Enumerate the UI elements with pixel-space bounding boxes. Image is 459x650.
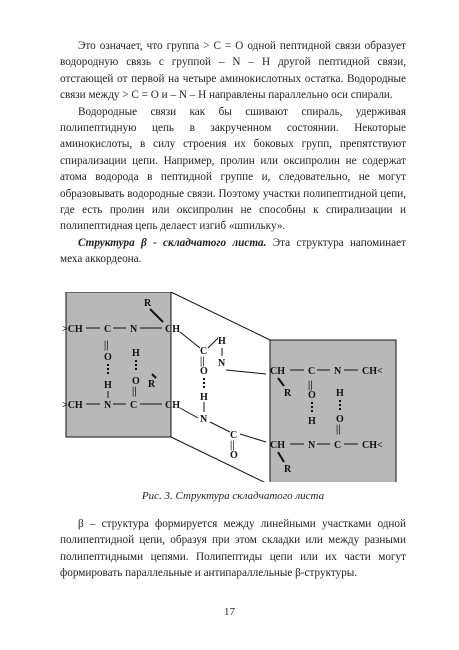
fig-o-5: O (308, 390, 316, 401)
fig-ch-1: CH (165, 324, 180, 335)
fig-h-6: H (336, 388, 344, 399)
fig-c-1: C (104, 324, 112, 335)
fig-dbl-4: || (230, 440, 235, 451)
fig-ch-left-bottom: >CH (62, 400, 83, 411)
fig-n-3: N (200, 414, 208, 425)
fig-o-6: O (336, 414, 344, 425)
fig-h-2: H (132, 348, 140, 359)
fig-ch-4: CH (270, 440, 285, 451)
fig-n-5: N (334, 366, 342, 377)
body-text-bottom (60, 516, 406, 582)
right-plane (270, 340, 396, 482)
fig-o-4: O (230, 450, 238, 461)
section-heading: Структура β - складчатого листа. (78, 236, 267, 249)
fig-c-6: C (334, 440, 342, 451)
fig-o-3: O (200, 366, 208, 377)
fig-dbl-5: || (308, 380, 313, 391)
fig-ch-2: CH (165, 400, 180, 411)
paragraph-4: β – структура формируется между линейными участками одной полипептидной цепи, образуя при этом складки или между разными полипептидными цепями. Полипептиды цепи или их части могут формировать параллельные и антипараллельные β-структуры. (60, 518, 406, 580)
fig-ch-left-top: >CH (62, 324, 83, 335)
fig-r-4: R (284, 464, 292, 475)
fig-h-5: H (308, 416, 316, 427)
fig-n-1: N (130, 324, 138, 335)
fig-c-4: C (230, 430, 238, 441)
fig-h-3: H (200, 392, 208, 403)
fig-n-6: N (308, 440, 316, 451)
fig-ch-right-top: CH< (362, 366, 383, 377)
fig-dbl-6: || (336, 424, 341, 435)
pleated-sheet-figure (60, 292, 406, 482)
fig-c-3: C (200, 346, 208, 357)
fig-r-2: R (148, 379, 156, 390)
paragraph-1: Это означает, что группа > C = O одной пептидной связи образует водородную связь с группой – N – H другой пептидной связи, отстающей от первой на четыре аминокислотных остатка. Водородные связи между > C = O и – N – H направлены параллельно оси спирали. (60, 40, 406, 102)
fig-h-1: H (104, 380, 112, 391)
fig-dbl-3: || (200, 356, 205, 367)
paragraph-3 (60, 235, 406, 268)
paragraph-2: Водородные связи как бы сшивают спираль, удерживая полипептидную цепь в закрученном состоянии. Некоторые аминокислоты, в силу строения их боковых групп, препятствуют спирализации цепи. Например, пролин или оксипролин не содержат атома водорода в пептидной группе и, следовательно, не могут образовывать водородные связи. Поэтому участки полипептидной цепи, где есть пролин или оксипролин не способны к спирализации и полипептидная цепь делаест изгиб «шпильку». (60, 105, 406, 233)
figure-caption: Рис. 3. Структура складчатого листа (141, 490, 325, 502)
fig-c-5: C (308, 366, 316, 377)
fig-dbl-1: || (104, 340, 109, 351)
fig-o-1: O (104, 352, 112, 363)
fig-n-2: N (104, 400, 112, 411)
fig-r-1: R (144, 298, 152, 309)
body-text-top (60, 38, 406, 268)
page-number: 17 (224, 606, 235, 618)
fig-ch-3: CH (270, 366, 285, 377)
fig-n-4: N (218, 358, 226, 369)
fig-c-2: C (130, 400, 138, 411)
fig-o-2: O (132, 376, 140, 387)
fig-h-4: H (218, 336, 226, 347)
fig-ch-right-bottom: CH< (362, 440, 383, 451)
fig-dbl-2: || (132, 386, 137, 397)
fig-r-3: R (284, 388, 292, 399)
section-intro: Эта структура напоминает меха аккордеона. (60, 236, 406, 266)
